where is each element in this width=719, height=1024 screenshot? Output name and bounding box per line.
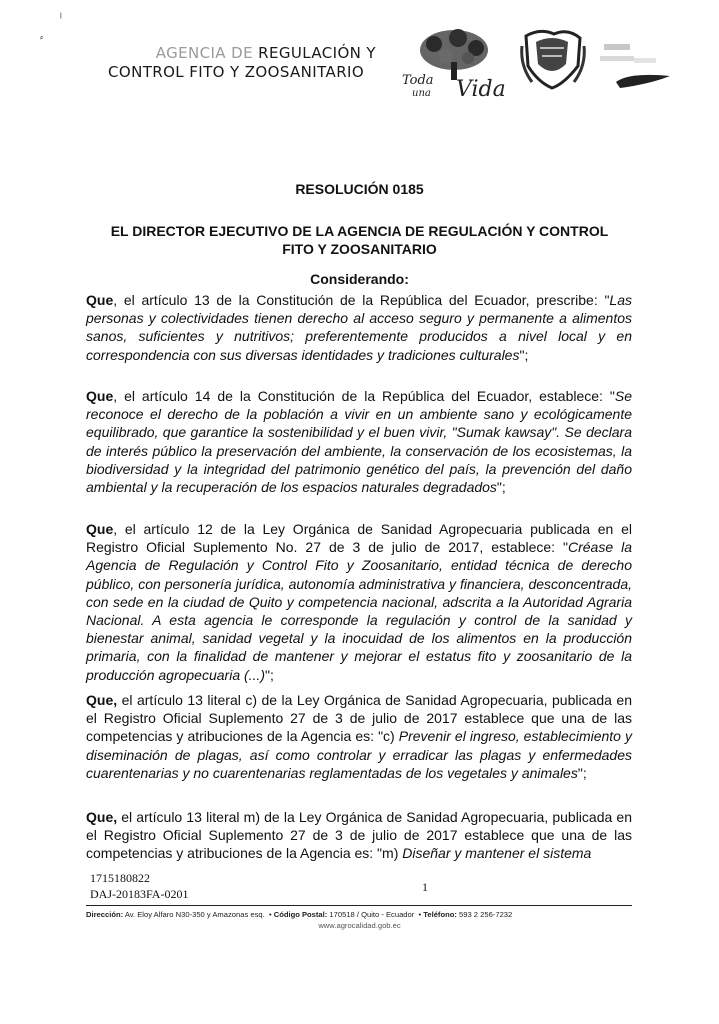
agency-name-line2: CONTROL FITO Y ZOOSANITARIO <box>108 63 365 81</box>
paragraph-tail: "; <box>265 666 274 683</box>
considerando-heading: Considerando: <box>310 271 409 287</box>
agency-name-faint: AGENCIA DE <box>155 44 253 62</box>
address-label: Dirección: <box>86 910 124 919</box>
paragraph-quote: Prevenir el ingreso, establecimiento y diseminación de plagas, así como controlar y erradicar las plagas y enfermedades cuarentenarias y no cuarentenarias reglamentadas de los vegetales y animales <box>86 728 632 781</box>
logo-text-vida: Vida <box>456 77 506 98</box>
paragraph-text: , el artículo 12 de la Ley Orgánica de Sanidad Agropecuaria publicada en el Registro Oficial Suplemento No. 27 de 3 de julio de 2017, establece: " <box>86 521 632 556</box>
logo-text-una: una <box>412 88 431 98</box>
paragraph-text: el artículo 13 literal c) de la Ley Orgánica de Sanidad Agropecuaria, publicada en el Registro Oficial Suplemento 27 de 3 de julio de 2017 establece que una de las competencias y atribuciones de la Agencia es: "c) <box>86 692 632 745</box>
director-heading-line1: EL DIRECTOR EJECUTIVO DE LA AGENCIA DE REGULACIÓN Y CONTROL <box>110 223 609 239</box>
bullet-separator: • <box>266 910 274 919</box>
paragraph-quote: Se reconoce el derecho de la población a vivir en un ambiente sano y ecológicamente equilibrado, que garantice la sostenibilidad y el buen vivir, "Sumak kawsay". Se declara de interés público la preservación del ambiente, la conservación de los ecosistemas, la biodiversidad y la integridad del patrimonio genético del país, la prevención del daño ambiental y la recuperación de los espacios naturales degradados <box>86 388 632 496</box>
ecuador-coat-of-arms <box>520 26 680 98</box>
logo-text-toda: Toda <box>402 73 434 88</box>
page-number: 1 <box>422 880 428 894</box>
considerando-paragraph <box>86 387 632 496</box>
phone-value: 593 2 256-7232 <box>459 910 513 919</box>
considerando-paragraph <box>86 691 632 782</box>
document-code-2: DAJ-20183FA-0201 <box>90 887 189 901</box>
paragraph-tail: "; <box>496 479 506 496</box>
paragraph-quote: Créase la Agencia de Regulación y Control Fito y Zoosanitario, entidad técnica de derecho público, con personería jurídica, autonomía administrativa y financiera, desconcentrada, con sede en la ciudad de Quito y competencia nacional, adscrita a la Autoridad Agraria Nacional. A esta agencia le corresponde la regulación y control de la sanidad y bienestar animal, sanidad vegetal y la inocuidad de los alimentos en la producción primaria, con la finalidad de mantener y mejorar el estatus fito y zoosanitario de la producción agropecuaria (...) <box>86 539 632 683</box>
paragraph-quote: Diseñar y mantener el sistema <box>402 845 592 862</box>
paragraph-lead: Que, <box>86 692 118 708</box>
agency-name <box>108 44 398 82</box>
toda-una-vida-logo <box>398 26 506 98</box>
considerando-paragraph <box>86 291 632 364</box>
paragraph-lead: Que, <box>86 809 118 825</box>
paragraph-tail: "; <box>577 764 587 781</box>
phone-label: Teléfono: <box>423 910 457 919</box>
paragraph-lead: Que <box>86 388 114 404</box>
paragraph-text: , el artículo 13 de la Constitución de la República del Ecuador, prescribe: " <box>113 292 610 308</box>
paragraph-quote: Las personas y colectividades tienen derecho al acceso seguro y permanente a alimentos sanos, suficientes y nutritivos; preferentemente producidos a nivel local y en correspondencia con sus diversas identidades y tradiciones culturales <box>86 292 632 363</box>
paragraph-text: el artículo 13 literal m) de la Ley Orgánica de Sanidad Agropecuaria, publicada en el Registro Oficial Suplemento 27 de 3 de julio de 2017 establece que una de las competencias y atribuciones de la Agencia es: "m) <box>86 809 632 862</box>
footer-contact <box>86 909 632 920</box>
considerando-paragraph <box>86 520 632 684</box>
resolution-title: RESOLUCIÓN 0185 <box>295 181 424 197</box>
postal-value: 170518 / Quito - Ecuador <box>329 910 415 919</box>
agency-name-line1: REGULACIÓN Y <box>258 44 376 62</box>
director-heading <box>0 222 719 258</box>
paragraph-text: , el artículo 14 de la Constitución de la República del Ecuador, establece: " <box>113 388 615 404</box>
paragraph-lead: Que <box>86 292 114 308</box>
paragraph-tail: "; <box>519 346 529 363</box>
scan-speck: ⸗ <box>40 32 43 42</box>
postal-label: Código Postal: <box>273 910 328 919</box>
document-codes <box>90 870 188 902</box>
document-code-1: 1715180822 <box>90 871 150 885</box>
bullet-separator: • <box>416 910 424 919</box>
paragraph-lead: Que <box>86 521 114 537</box>
director-heading-line2: FITO Y ZOOSANITARIO <box>282 241 437 257</box>
footer-divider <box>86 905 632 906</box>
address-value: Av. Eloy Alfaro N30-350 y Amazonas esq. <box>124 910 265 919</box>
footer-website: www.agrocalidad.gob.ec <box>318 921 401 930</box>
scan-speck: ˡ <box>60 12 62 24</box>
considerando-paragraph <box>86 808 632 863</box>
